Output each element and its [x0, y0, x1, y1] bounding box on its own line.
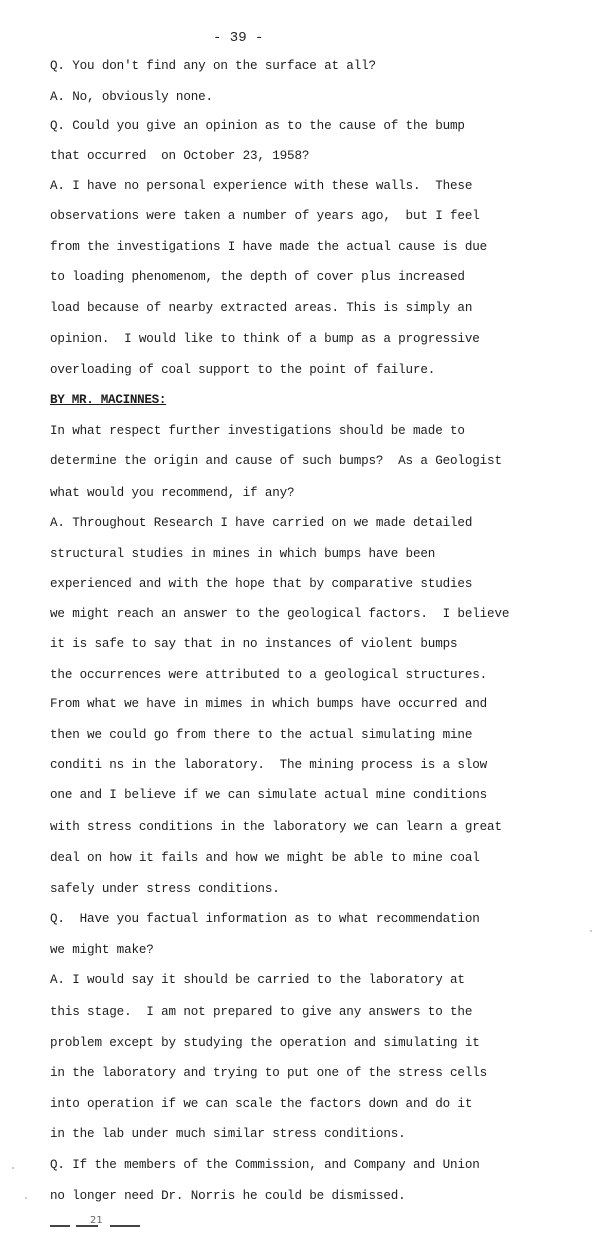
transcript-line: A. No, obviously none. [50, 90, 213, 104]
transcript-line: no longer need Dr. Norris he could be dismissed. [50, 1189, 406, 1203]
transcript-line: deal on how it fails and how we might be able to mine coal [50, 851, 480, 865]
transcript-line: this stage. I am not prepared to give any answers to the [50, 1005, 473, 1019]
transcript-line: Q. Have you factual information as to what recommendation [50, 912, 480, 926]
transcript-line: experienced and with the hope that by comparative studies [50, 577, 473, 591]
transcript-line: opinion. I would like to think of a bump as a progressive [50, 332, 480, 346]
transcript-line: the occurrences were attributed to a geological structures. [50, 668, 488, 682]
transcript-line: A. I have no personal experience with these walls. These [50, 179, 473, 193]
transcript-line: Q. Could you give an opinion as to the cause of the bump [50, 119, 465, 133]
transcript-line: in the laboratory and trying to put one of the stress cells [50, 1066, 488, 1080]
footer-dash [110, 1225, 140, 1227]
transcript-line: Q. You don't find any on the surface at all? [50, 59, 376, 73]
page-number: - 39 - [213, 30, 264, 46]
transcript-line: we might make? [50, 943, 154, 957]
scan-speck [590, 930, 592, 932]
transcript-line: one and I believe if we can simulate actual mine conditions [50, 788, 488, 802]
transcript-line: problem except by studying the operation and simulating it [50, 1036, 480, 1050]
transcript-line: From what we have in mimes in which bumps have occurred and [50, 697, 488, 711]
transcript-line: in the lab under much similar stress conditions. [50, 1127, 406, 1141]
transcript-line: it is safe to say that in no instances of violent bumps [50, 637, 458, 651]
transcript-line: we might reach an answer to the geological factors. I believe [50, 607, 510, 621]
transcript-line: Q. If the members of the Commission, and Company and Union [50, 1158, 480, 1172]
transcript-line: to loading phenomenom, the depth of cover plus increased [50, 270, 465, 284]
transcript-line: A. I would say it should be carried to the laboratory at [50, 973, 465, 987]
transcript-line: then we could go from there to the actual simulating mine [50, 728, 473, 742]
transcript-line: In what respect further investigations should be made to [50, 424, 465, 438]
transcript-line: with stress conditions in the laboratory we can learn a great [50, 820, 502, 834]
transcript-line: determine the origin and cause of such bumps? As a Geologist [50, 454, 502, 468]
transcript-line: into operation if we can scale the factors down and do it [50, 1097, 473, 1111]
footer-dash [50, 1225, 70, 1227]
transcript-line: safely under stress conditions. [50, 882, 280, 896]
transcript-line: structural studies in mines in which bumps have been [50, 547, 436, 561]
transcript-line: that occurred on October 23, 1958? [50, 149, 310, 163]
transcript-line: what would you recommend, if any? [50, 486, 295, 500]
transcript-line: observations were taken a number of years ago, but I feel [50, 209, 480, 223]
scan-speck [25, 1197, 27, 1199]
footer-glyph: 21 [90, 1215, 103, 1226]
transcript-line: load because of nearby extracted areas. This is simply an [50, 301, 473, 315]
scan-speck [12, 1167, 14, 1169]
transcript-line: from the investigations I have made the actual cause is due [50, 240, 488, 254]
footer-initials-mark [50, 1215, 140, 1229]
examiner-heading: BY MR. MACINNES: [50, 393, 167, 407]
transcript-line: conditi ns in the laboratory. The mining process is a slow [50, 758, 488, 772]
transcript-line: overloading of coal support to the point of failure. [50, 363, 436, 377]
transcript-line: A. Throughout Research I have carried on we made detailed [50, 516, 473, 530]
